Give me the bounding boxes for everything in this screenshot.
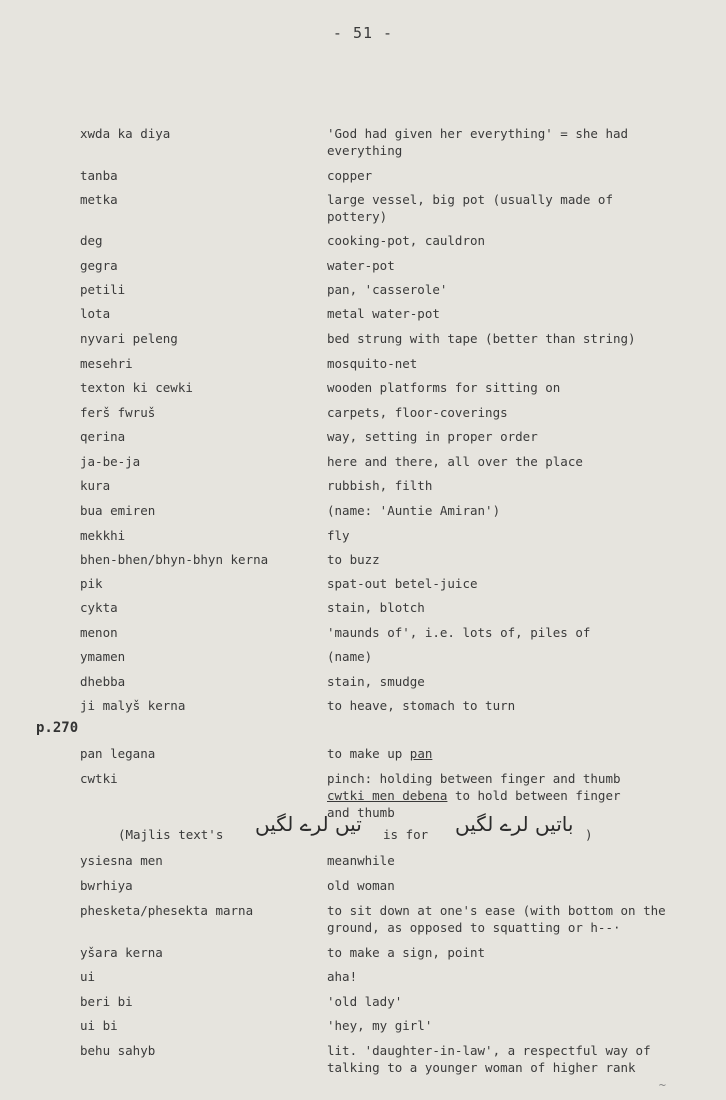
entry-term: kura [80,478,111,493]
entry-term: bhen-bhen/bhyn-bhyn kerna [80,552,269,567]
entry-gloss: pan, 'casserole' [327,282,448,297]
entry-term: texton ki cewki [80,380,193,395]
entry-gloss: large vessel, big pot (usually made of pottery) [327,192,613,224]
entry-gloss: 'God had given her everything' = she had everything [327,126,629,158]
entry-gloss: water-pot [327,258,395,273]
entry-gloss: mosquito-net [327,356,418,371]
entry-gloss: 'hey, my girl' [327,1018,433,1033]
entry-gloss: stain, smudge [327,674,425,689]
entry-gloss: (name) [327,649,373,664]
entry-term: bua emiren [80,503,156,518]
entry-gloss: meanwhile [327,853,395,868]
note-middle: is for [383,827,429,842]
entry-term: cykta [80,600,118,615]
gloss-underlined-phrase: cwtki men debena [327,788,448,803]
entry-gloss: 'maunds of', i.e. lots of, piles of [327,625,591,640]
entry-gloss: (name: 'Auntie Amiran') [327,503,501,518]
gloss-text: to hold between finger [447,788,621,803]
entry-term: pan legana [80,746,156,761]
gloss-line: pinch: holding between finger and thumb [327,771,621,786]
gloss-underlined-word: pan [409,746,433,761]
page-number: - 51 - [332,24,394,42]
entry-term: bwrhiya [80,878,133,893]
entry-gloss: rubbish, filth [327,478,433,493]
gloss-text: to make up [327,746,410,761]
entry-term: phesketa/phesekta marna [80,903,254,918]
entry-gloss: bed strung with tape (better than string) [327,331,636,346]
entry-gloss: to make a sign, point [327,945,486,960]
entry-term: ja-be-ja [80,454,141,469]
entry-term: behu sahyb [80,1043,156,1058]
entry-term: dhebba [80,674,126,689]
entry-term: pik [80,576,103,591]
entry-term: ji malyš kerna [80,698,186,713]
urdu-handwriting-a: تیں لرے لگیں [255,812,362,836]
entry-term: lota [80,306,111,321]
urdu-handwriting-b: باتیں لرے لگیں [455,812,574,836]
entry-term: ysiesna men [80,853,163,868]
page-reference-marker: p.270 [36,720,79,736]
entry-term: beri bi [80,994,133,1009]
entry-term: deg [80,233,103,248]
entry-term: qerina [80,429,126,444]
entry-gloss [327,745,667,762]
entry-term: menon [80,625,118,640]
note-suffix: ) [585,827,593,842]
entry-gloss: carpets, floor-coverings [327,405,508,420]
entry-gloss: fly [327,528,350,543]
corner-mark: ~ [658,1078,666,1092]
entry-gloss: copper [327,168,373,183]
entry-gloss: old woman [327,878,395,893]
entry-term: petili [80,282,126,297]
entry-gloss: stain, blotch [327,600,425,615]
entry-gloss: to heave, stomach to turn [327,698,516,713]
entry-gloss: 'old lady' [327,994,403,1009]
entry-gloss: aha! [327,969,358,984]
entry-term: cwtki [80,771,118,786]
entry-gloss: here and there, all over the place [327,454,583,469]
entry-term: yšara kerna [80,945,163,960]
gloss-line [327,787,687,804]
entry-term: mesehri [80,356,133,371]
entry-term: tanba [80,168,118,183]
gloss-line: and thumb [327,805,395,820]
entry-term: mekkhi [80,528,126,543]
note-prefix: (Majlis text's [118,827,224,842]
entry-term: ymamen [80,649,126,664]
entry-term: gegra [80,258,118,273]
entry-gloss: cooking-pot, cauldron [327,233,486,248]
entry-gloss: to buzz [327,552,380,567]
entry-term: ui bi [80,1018,118,1033]
entry-gloss: metal water-pot [327,306,440,321]
entry-term: metka [80,192,118,207]
entry-term: nyvari peleng [80,331,178,346]
entry-gloss: wooden platforms for sitting on [327,380,561,395]
entry-gloss: lit. 'daughter-in-law', a respectful way of talking to a younger woman of higher rank [327,1043,651,1075]
entry-gloss: spat-out betel-juice [327,576,478,591]
entry-gloss: way, setting in proper order [327,429,538,444]
entry-term: ui [80,969,96,984]
entry-term: ferš fwruš [80,405,156,420]
entry-gloss: to sit down at one's ease (with bottom on the ground, as opposed to squatting or h--· [327,903,666,935]
entry-term: xwda ka diya [80,126,171,141]
